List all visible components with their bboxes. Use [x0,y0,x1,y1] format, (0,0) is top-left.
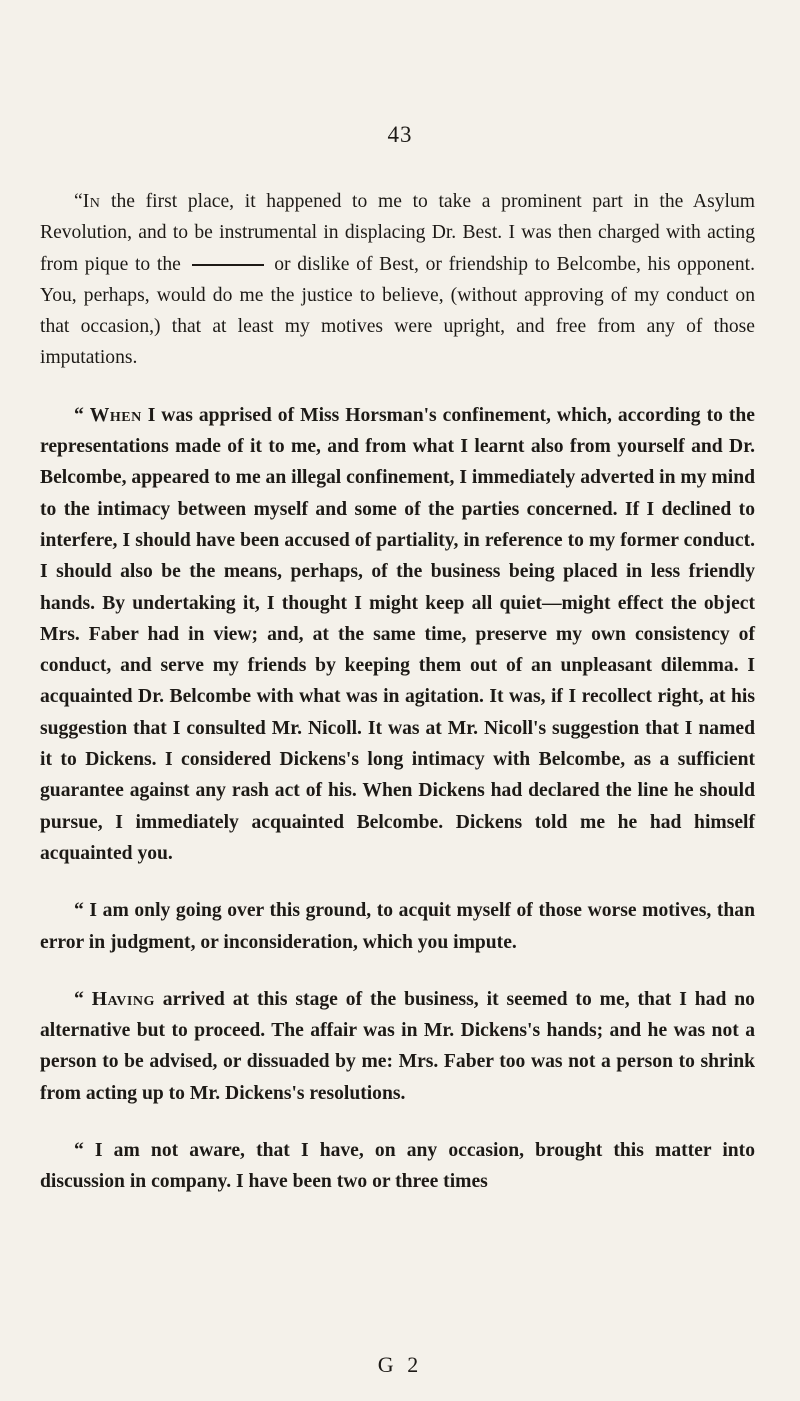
body-text [40,186,755,1198]
paragraph-5: “ I am not aware, that I have, on any occasion, brought this matter into discussion in company. I have been two or three times [40,1140,755,1193]
signature-letter: G [377,1352,398,1377]
paragraph-text: I was apprised of Miss Horsman's confinement, which, according to the representations made of it to me, and from what I learnt also from yourself and Dr. Belcombe, appeared to me an illegal confinement, I immediately adverted in my mind to the intimacy between myself and some of the parties concerned. If I declined to interfere, I should have been accused of partiality, in reference to my former conduct. I should also be the means, perhaps, of the business being placed in less friendly hands. By undertaking it, I thought I might keep all quiet—might effect the object Mrs. Faber had in view; and, at the same time, preserve my own consistency of conduct, and serve my friends by keeping them out of an unpleasant dilemma. I acquainted Dr. Belcombe with what was in agitation. It was, if I recollect right, at his suggestion that I consulted Mr. Nicoll. It was at Mr. Nicoll's suggestion that I named it to Dickens. I considered Dickens's long intimacy with Belcombe, as a sufficient guarantee against any rash act of his. When Dickens had declared the line he should pursue, I immediately acquainted Belcombe. Dickens told me he had himself acquainted you. [40,404,755,864]
paragraph-text: am not aware, that I have, on any occasion, brought this matter into discussion in company. I have been two or three times [40,1140,755,1193]
paragraph-text: am only going over this ground, to acquit myself of those worse motives, than error in judgment, or inconsideration, which you impute. [40,900,755,953]
paragraph-text: arrived at this stage of the business, it seemed to me, that I had no alternative but to proceed. The affair was in Mr. Dickens's hands; and he was not a person to be advised, or dissuaded by me: Mrs. Faber too was not a person to shrink from acting up to Mr. Dickens's resolutions. [40,988,755,1104]
signature-mark [0,1352,800,1378]
paragraph-lead: I [94,1140,103,1162]
paragraph-1: “In the first place, it happened to me to take a prominent part in the Asylum Revolution, and to be instrumental in displacing Dr. Best. I was then charged with acting from pique to the or dislike of Best, or friendship to Belcombe, his opponent. You, perhaps, would do me the justice to believe, (without approving of my conduct on that occasion,) that at least my motives were upright, and free from any of those imputations. [40,191,756,369]
paragraph-3: “ I am only going over this ground, to acquit myself of those worse motives, than error in judgment, or inconsideration, which you impute. [40,900,755,953]
paragraph-text-continued: or dislike of Best, or friendship to Belcombe, his opponent. You, perhaps, would do me the justice to believe, (without approving of my conduct on that occasion,) that at least my motives were upright, and free from any of those imputations. [40,253,756,369]
signature-number: 2 [407,1352,423,1377]
paragraph-lead: Having [91,988,155,1010]
paragraph-lead: In [82,191,101,212]
paragraph-2: “ When I was apprised of Miss Horsman's confinement, which, according to the representations made of it to me, and from what I learnt also from yourself and Dr. Belcombe, appeared to me an illegal confinement, I immediately adverted in my mind to the intimacy between myself and some of the parties concerned. If I declined to interfere, I should have been accused of partiality, in reference to my former conduct. I should also be the means, perhaps, of the business being placed in less friendly hands. By undertaking it, I thought I might keep all quiet—might effect the object Mrs. Faber had in view; and, at the same time, preserve my own consistency of conduct, and serve my friends by keeping them out of an unpleasant dilemma. I acquainted Dr. Belcombe with what was in agitation. It was, if I recollect right, at his suggestion that I consulted Mr. Nicoll. It was at Mr. Nicoll's suggestion that I named it to Dickens. I considered Dickens's long intimacy with Belcombe, as a sufficient guarantee against any rash act of his. When Dickens had declared the line he should pursue, I immediately acquainted Belcombe. Dickens told me he had himself acquainted you. [40,404,755,864]
dash-rule [192,264,264,266]
paragraph-lead: I [89,900,98,922]
page-number: 43 [387,122,413,147]
paragraph-lead: When [89,404,142,426]
paragraph-4: “ Having arrived at this stage of the business, it seemed to me, that I had no alternative but to proceed. The affair was in Mr. Dickens's hands; and he was not a person to be advised, or dissuaded by me: Mrs. Faber too was not a person to shrink from acting up to Mr. Dickens's resolutions. [40,988,755,1104]
paragraph-text: the first place, it happened to me to take a prominent part in the Asylum Revolution, and to be instrumental in displacing Dr. Best. I was then charged with acting from pique to the [40,191,755,275]
